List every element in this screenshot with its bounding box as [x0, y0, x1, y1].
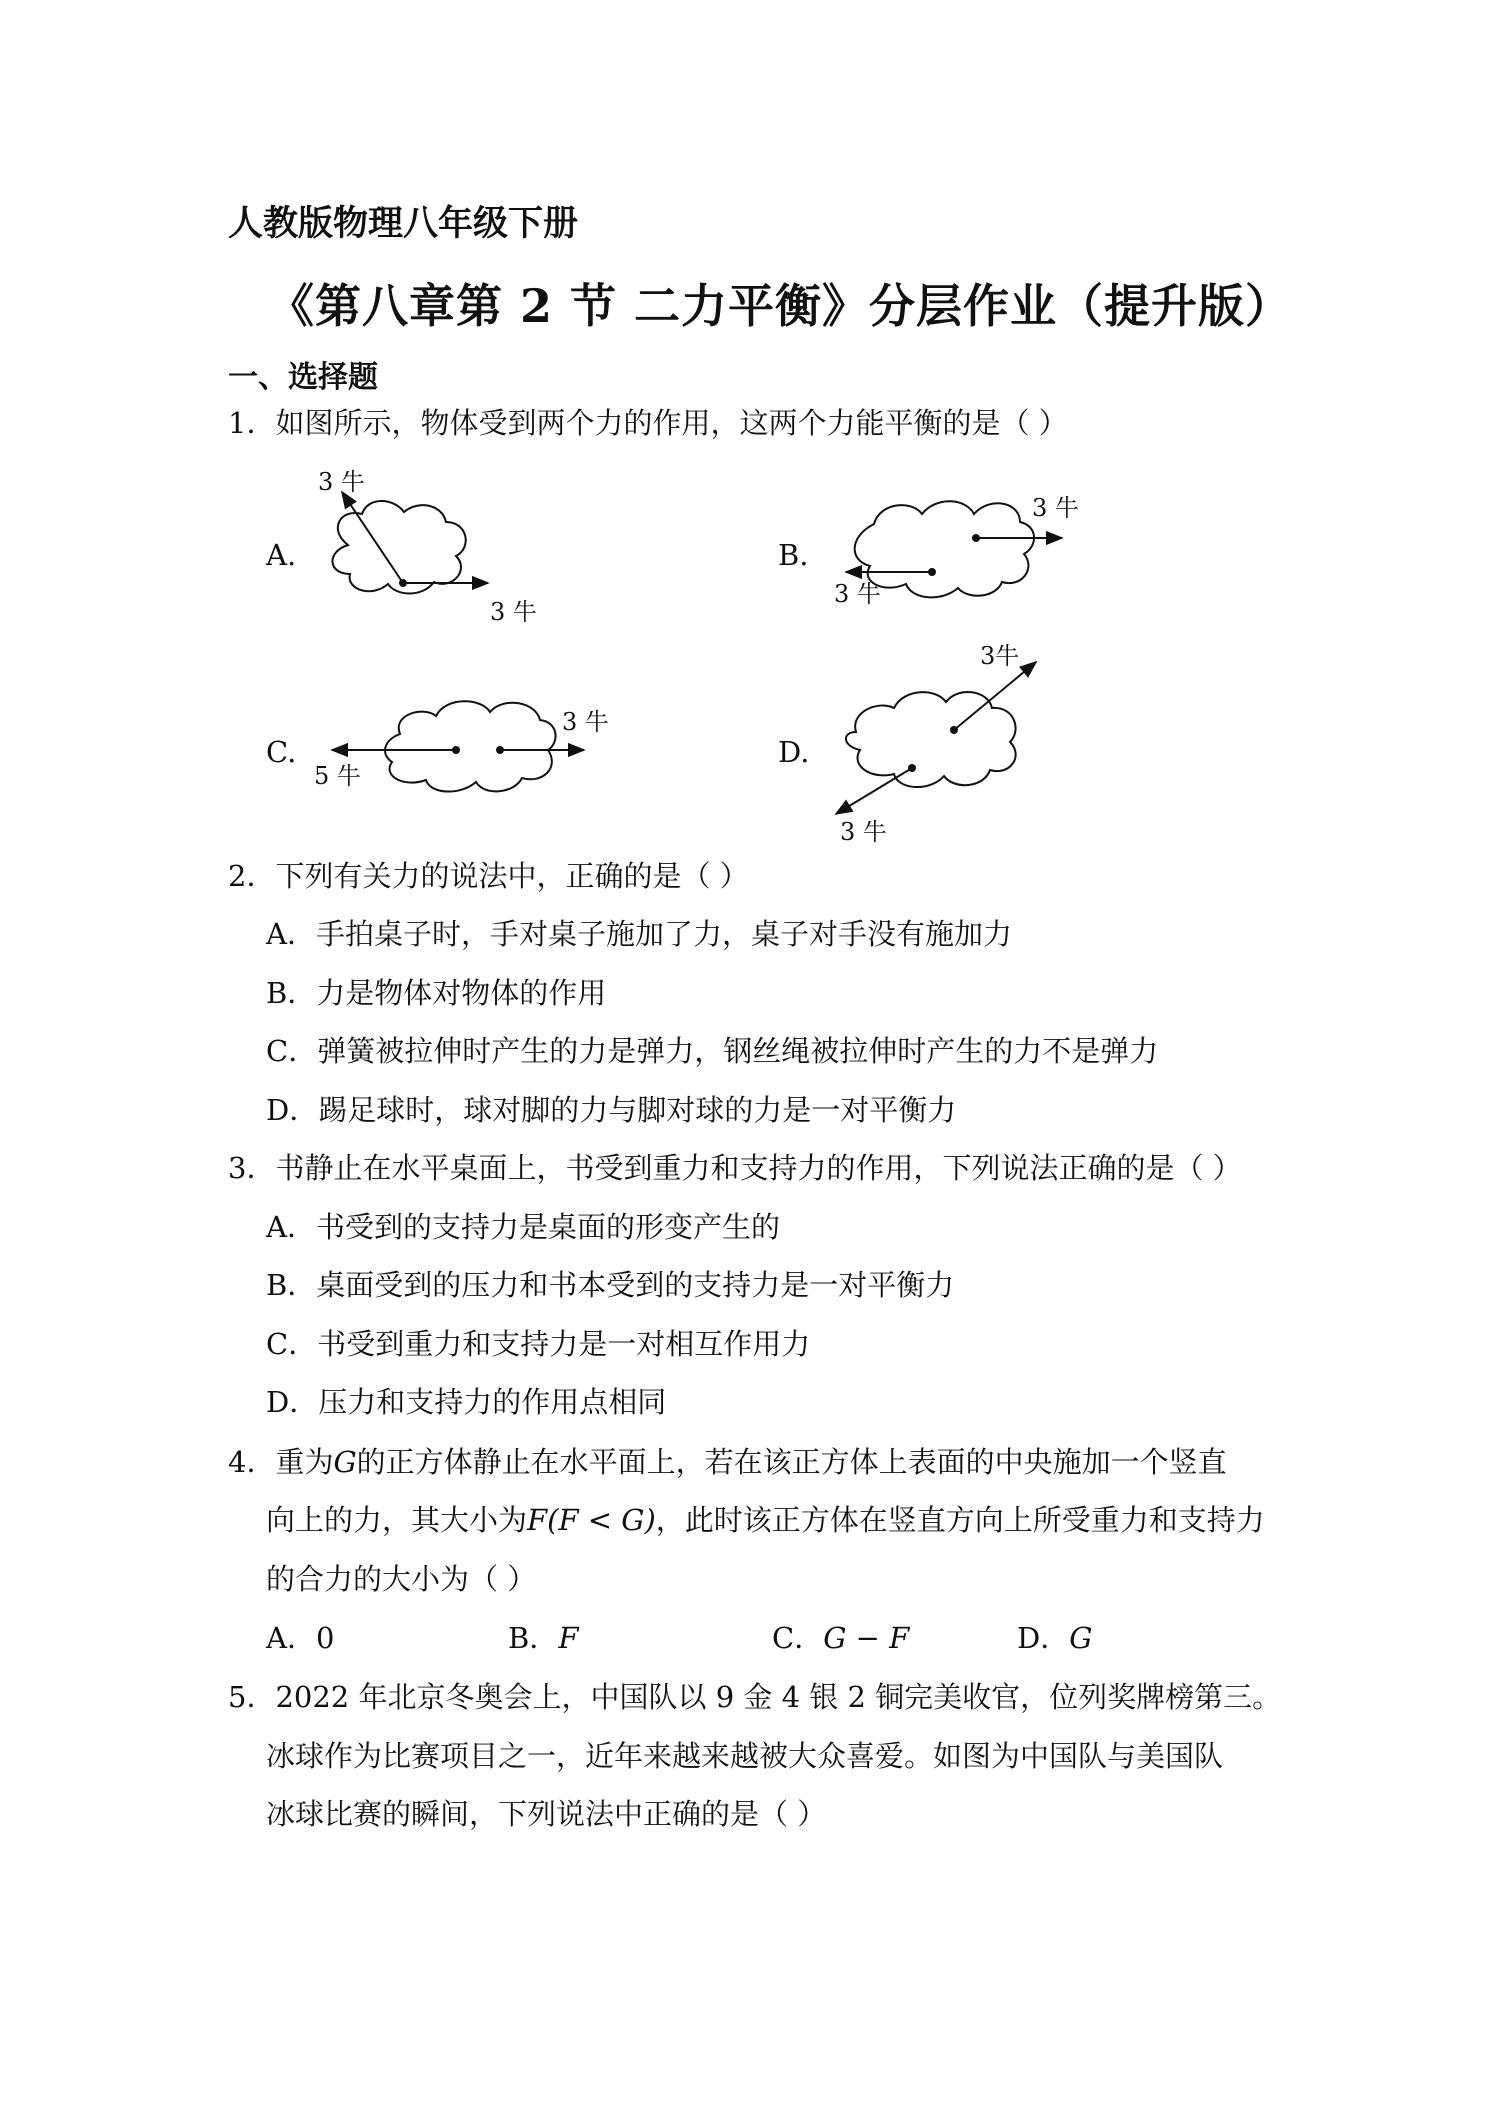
question-4-stem-line-3: 的合力的大小为（ ） [266, 1562, 537, 1596]
question-3-stem: 3．书静止在水平桌面上，书受到重力和支持力的作用，下列说法正确的是（ ） [228, 1151, 1242, 1185]
figure-b-diagram [824, 484, 1104, 614]
document-title: 《第八章第 2 节 二力平衡》分层作业（提升版） [268, 279, 1293, 333]
force-label-1: 5 牛 [314, 762, 361, 790]
figure-b-label: B. [778, 538, 809, 572]
figure-d-diagram [820, 642, 1080, 846]
force-label-2: 3 牛 [562, 708, 609, 736]
section-heading: 一、选择题 [228, 360, 378, 395]
force-arrow-1 [954, 662, 1036, 730]
question-2-option-b: B．力是物体对物体的作用 [266, 976, 607, 1010]
question-5-stem-line-2: 冰球作为比赛项目之一，近年来越来越被大众喜爱。如图为中国队与美国队 [266, 1739, 1224, 1773]
variable-f-condition: F(F < G) [527, 1503, 656, 1537]
figure-a-diagram [300, 470, 560, 630]
question-2-stem: 2．下列有关力的说法中，正确的是（ ） [228, 859, 749, 893]
force-label-1: 3牛 [980, 642, 1020, 670]
object-outline [385, 701, 556, 791]
force-label-2: 3 牛 [1032, 494, 1079, 522]
question-5-stem-line-1: 5．2022 年北京冬奥会上，中国队以 9 金 4 银 2 铜完美收官，位列奖牌榜第三。 [228, 1680, 1282, 1714]
question-4-stem-line-2: 向上的力，其大小为F(F < G)，此时该正方体在竖直方向上所受重力和支持力 [266, 1503, 1265, 1537]
force-label-1: 3 牛 [318, 468, 365, 496]
question-4-option-d: D．G [1017, 1621, 1093, 1655]
force-arrow-1 [342, 492, 403, 583]
figure-c-label: C. [266, 735, 297, 769]
question-2-option-c: C．弹簧被拉伸时产生的力是弹力，钢丝绳被拉伸时产生的力不是弹力 [266, 1034, 1159, 1068]
object-outline [846, 692, 1016, 787]
variable-g: G [333, 1445, 357, 1479]
question-2-option-d: D．踢足球时，球对脚的力与脚对球的力是一对平衡力 [266, 1093, 957, 1127]
question-5-stem-line-3: 冰球比赛的瞬间，下列说法中正确的是（ ） [266, 1797, 827, 1831]
question-4-stem-line-1: 4．重为G的正方体静止在水平面上，若在该正方体上表面的中央施加一个竖直 [228, 1445, 1227, 1479]
figure-d-label: D. [778, 735, 810, 769]
force-label-1: 3 牛 [834, 580, 881, 608]
question-3-option-c: C．书受到重力和支持力是一对相互作用力 [266, 1327, 811, 1361]
force-label-2: 3 牛 [840, 818, 887, 846]
question-1-stem: 1．如图所示，物体受到两个力的作用，这两个力能平衡的是（ ） [228, 406, 1068, 440]
question-3-option-b: B．桌面受到的压力和书本受到的支持力是一对平衡力 [266, 1268, 955, 1302]
object-outline [855, 501, 1034, 597]
question-4-option-a: A．0 [266, 1621, 335, 1655]
object-outline [332, 501, 465, 594]
question-4-option-c: C．G − F [772, 1621, 910, 1655]
question-3-option-a: A．书受到的支持力是桌面的形变产生的 [266, 1210, 780, 1244]
document-subtitle: 人教版物理八年级下册 [228, 203, 579, 244]
force-label-2: 3 牛 [490, 598, 537, 626]
figure-c-diagram [300, 684, 630, 804]
question-3-option-d: D．压力和支持力的作用点相同 [266, 1385, 667, 1419]
figure-a-label: A. [266, 538, 297, 572]
question-2-option-a: A．手拍桌子时，手对桌子施加了力，桌子对手没有施加力 [266, 917, 1012, 951]
question-4-option-b: B．F [508, 1621, 579, 1655]
